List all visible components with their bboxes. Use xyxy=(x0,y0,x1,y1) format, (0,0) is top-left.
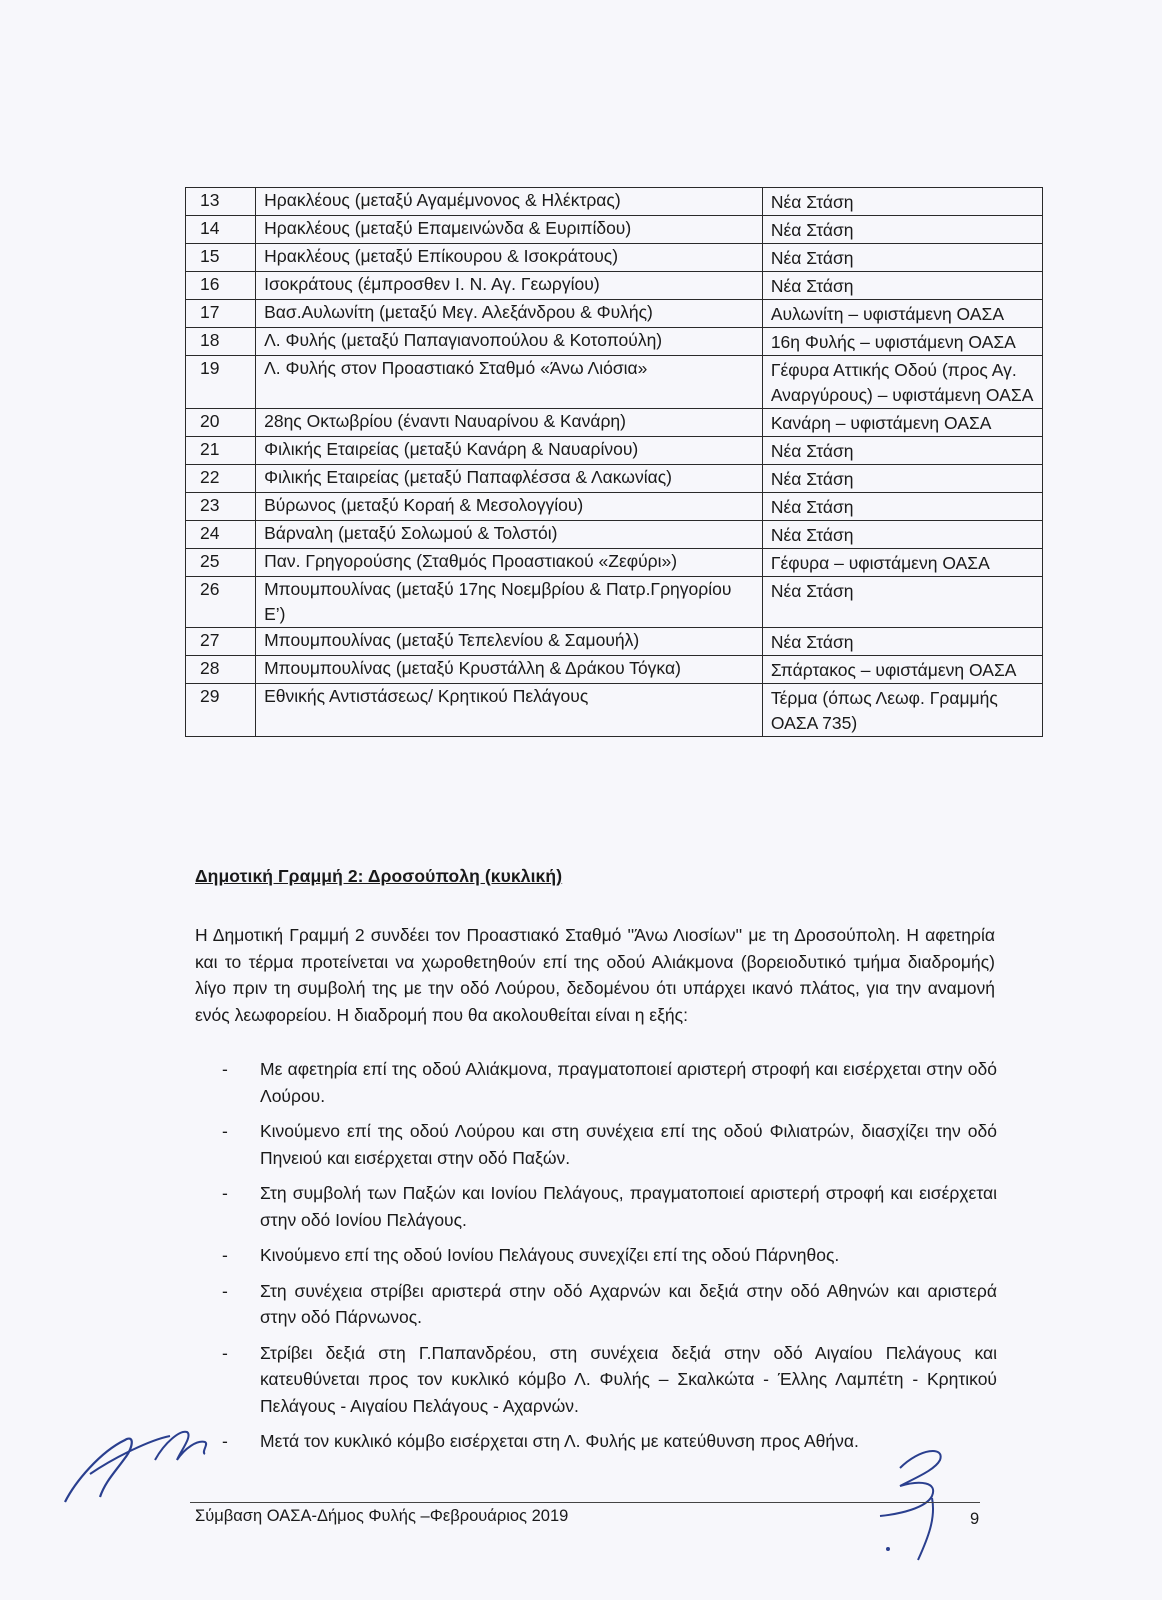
stop-location: Ηρακλέους (μεταξύ Επαμεινώνδα & Ευριπίδου) xyxy=(256,216,763,244)
stop-note: Νέα Στάση xyxy=(762,628,1042,656)
stop-location: Φιλικής Εταιρείας (μεταξύ Παπαφλέσσα & Λακωνίας) xyxy=(256,465,763,493)
stop-note: Νέα Στάση xyxy=(762,216,1042,244)
stop-location: Εθνικής Αντιστάσεως/ Κρητικού Πελάγους xyxy=(256,684,763,737)
stop-number: 16 xyxy=(186,272,256,300)
stop-location: Βάρναλη (μεταξύ Σολωμού & Τολστόι) xyxy=(256,521,763,549)
stop-location: Μπουμπουλίνας (μεταξύ Κρυστάλλη & Δράκου Τόγκα) xyxy=(256,656,763,684)
signature-right-icon xyxy=(840,1438,980,1568)
stop-number: 24 xyxy=(186,521,256,549)
stop-note: Νέα Στάση xyxy=(762,577,1042,628)
stop-note: Γέφυρα Αττικής Οδού (προς Αγ. Αναργύρους) – υφιστάμενη ΟΑΣΑ xyxy=(762,356,1042,409)
stop-note: Τέρμα (όπως Λεωφ. Γραμμής ΟΑΣΑ 735) xyxy=(762,684,1042,737)
stop-note: Γέφυρα – υφιστάμενη ΟΑΣΑ xyxy=(762,549,1042,577)
bullet-dash: - xyxy=(222,1342,228,1363)
stop-note: Κανάρη – υφιστάμενη ΟΑΣΑ xyxy=(762,409,1042,437)
table-row xyxy=(186,356,1043,409)
stop-location: Μπουμπουλίνας (μεταξύ 17ης Νοεμβρίου & Πατρ.Γρηγορίου Ε’) xyxy=(256,577,763,628)
footer-divider xyxy=(190,1502,980,1503)
stop-location: Λ. Φυλής (μεταξύ Παπαγιανοπούλου & Κοτοπούλη) xyxy=(256,328,763,356)
stop-note: 16η Φυλής – υφιστάμενη ΟΑΣΑ xyxy=(762,328,1042,356)
route-step-text: Στρίβει δεξιά στη Γ.Παπανδρέου, στη συνέχεια δεξιά στην οδό Αιγαίου Πελάγους και κατευθύνεται προς τον κυκλικό κόμβο Λ. Φυλής – Σκαλκώτα - Έλλης Λαμπέτη - Κρητικού Πελάγους - Αιγαίου Πελάγους - Αχαρνών. xyxy=(260,1342,997,1416)
stop-number: 27 xyxy=(186,628,256,656)
bullet-dash: - xyxy=(222,1431,228,1451)
stops-table-body xyxy=(186,188,1043,737)
route-step-text: Στη συμβολή των Παξών και Ιονίου Πελάγους, πραγματοποιεί αριστερή στροφή και εισέρχεται στην οδό Ιονίου Πελάγους. xyxy=(260,1183,997,1230)
route-step xyxy=(222,1278,997,1331)
stop-number: 29 xyxy=(186,684,256,737)
table-row xyxy=(186,300,1043,328)
route-step xyxy=(222,1340,997,1420)
bus-stops-table xyxy=(185,187,1043,737)
table-row xyxy=(186,272,1043,300)
stop-number: 23 xyxy=(186,493,256,521)
page-number: 9 xyxy=(970,1510,980,1528)
table-row xyxy=(186,577,1043,628)
table-row xyxy=(186,493,1043,521)
stop-location: Μπουμπουλίνας (μεταξύ Τεπελενίου & Σαμουήλ) xyxy=(256,628,763,656)
route-step-text: Στη συνέχεια στρίβει αριστερά στην οδό Αχαρνών και δεξιά στην οδό Αθηνών και αριστερά στην οδό Πάρνωνος. xyxy=(260,1280,997,1327)
table-row xyxy=(186,409,1043,437)
stop-note: Νέα Στάση xyxy=(762,272,1042,300)
stop-note: Νέα Στάση xyxy=(762,437,1042,465)
stop-note: Νέα Στάση xyxy=(762,521,1042,549)
table-row xyxy=(186,437,1043,465)
route-list xyxy=(222,1056,997,1464)
table-row xyxy=(186,628,1043,656)
route-step xyxy=(222,1056,997,1109)
stop-number: 18 xyxy=(186,328,256,356)
stop-number: 14 xyxy=(186,216,256,244)
route-step-text: Μετά τον κυκλικό κόμβο εισέρχεται στη Λ. Φυλής με κατεύθυνση προς Αθήνα. xyxy=(260,1431,859,1451)
bullet-dash: - xyxy=(222,1059,228,1079)
signature-left-icon xyxy=(55,1412,235,1512)
stop-note: Νέα Στάση xyxy=(762,465,1042,493)
stop-number: 21 xyxy=(186,437,256,465)
stop-location: Βύρωνος (μεταξύ Κοραή & Μεσολογγίου) xyxy=(256,493,763,521)
table-row xyxy=(186,549,1043,577)
section-heading: Δημοτική Γραμμή 2: Δροσούπολη (κυκλική) xyxy=(195,866,563,886)
bullet-dash: - xyxy=(222,1280,228,1301)
stop-number: 26 xyxy=(186,577,256,628)
stop-location: Ηρακλέους (μεταξύ Επίκουρου & Ισοκράτους) xyxy=(256,244,763,272)
stop-location: Φιλικής Εταιρείας (μεταξύ Κανάρη & Ναυαρίνου) xyxy=(256,437,763,465)
stop-note: Νέα Στάση xyxy=(762,493,1042,521)
stop-number: 13 xyxy=(186,188,256,216)
bullet-dash: - xyxy=(222,1121,228,1141)
stop-location: Ηρακλέους (μεταξύ Αγαμέμνονος & Ηλέκτρας) xyxy=(256,188,763,216)
table-row xyxy=(186,188,1043,216)
intro-paragraph: Η Δημοτική Γραμμή 2 συνδέει τον Προαστιακό Σταθμό ''Άνω Λιοσίων'' με τη Δροσούπολη. Η αφετηρία και το τέρμα προτείνεται να χωροθετηθούν επί της οδού Αλιάκμονα (βορειοδυτικό τμήμα διαδρομής) λίγο πριν τη συμβολή της με την οδό Λούρου, δεδομένου ότι υπάρχει ικανό πλάτος, για την αναμονή ενός λεωφορείου. Η διαδρομή που θα ακολουθείται είναι η εξής: xyxy=(195,925,995,1025)
bullet-dash: - xyxy=(222,1245,228,1265)
stop-location: 28ης Οκτωβρίου (έναντι Ναυαρίνου & Κανάρη) xyxy=(256,409,763,437)
footer-text: Σύμβαση ΟΑΣΑ-Δήμος Φυλής –Φεβρουάριος 2019 xyxy=(195,1507,569,1525)
table-row xyxy=(186,684,1043,737)
stop-number: 28 xyxy=(186,656,256,684)
stop-location: Παν. Γρηγορούσης (Σταθμός Προαστιακού «Ζεφύρι») xyxy=(256,549,763,577)
route-step xyxy=(222,1242,997,1269)
stop-number: 25 xyxy=(186,549,256,577)
table-row xyxy=(186,521,1043,549)
stop-note: Σπάρτακος – υφιστάμενη ΟΑΣΑ xyxy=(762,656,1042,684)
route-step xyxy=(222,1180,997,1233)
stop-note: Νέα Στάση xyxy=(762,244,1042,272)
stop-number: 19 xyxy=(186,356,256,409)
bullet-dash: - xyxy=(222,1183,228,1203)
route-step-text: Κινούμενο επί της οδού Ιονίου Πελάγους συνεχίζει επί της οδού Πάρνηθος. xyxy=(260,1245,840,1265)
route-step xyxy=(222,1118,997,1171)
table-row xyxy=(186,216,1043,244)
route-step-text: Κινούμενο επί της οδού Λούρου και στη συνέχεια επί της οδού Φιλιατρών, διασχίζει την οδό Πηνειού και εισέρχεται στην οδό Παξών. xyxy=(260,1121,997,1168)
stop-number: 15 xyxy=(186,244,256,272)
stop-note: Αυλωνίτη – υφιστάμενη ΟΑΣΑ xyxy=(762,300,1042,328)
table-row xyxy=(186,328,1043,356)
stop-number: 17 xyxy=(186,300,256,328)
table-row xyxy=(186,244,1043,272)
table-row xyxy=(186,465,1043,493)
stop-location: Ισοκράτους (έμπροσθεν Ι. Ν. Αγ. Γεωργίου) xyxy=(256,272,763,300)
stop-number: 22 xyxy=(186,465,256,493)
stop-location: Βασ.Αυλωνίτη (μεταξύ Μεγ. Αλεξάνδρου & Φυλής) xyxy=(256,300,763,328)
table-row xyxy=(186,656,1043,684)
stop-number: 20 xyxy=(186,409,256,437)
stop-location: Λ. Φυλής στον Προαστιακό Σταθμό «Άνω Λιόσια» xyxy=(256,356,763,409)
stop-note: Νέα Στάση xyxy=(762,188,1042,216)
route-step-text: Με αφετηρία επί της οδού Αλιάκμονα, πραγματοποιεί αριστερή στροφή και εισέρχεται στην οδό Λούρου. xyxy=(260,1059,997,1106)
